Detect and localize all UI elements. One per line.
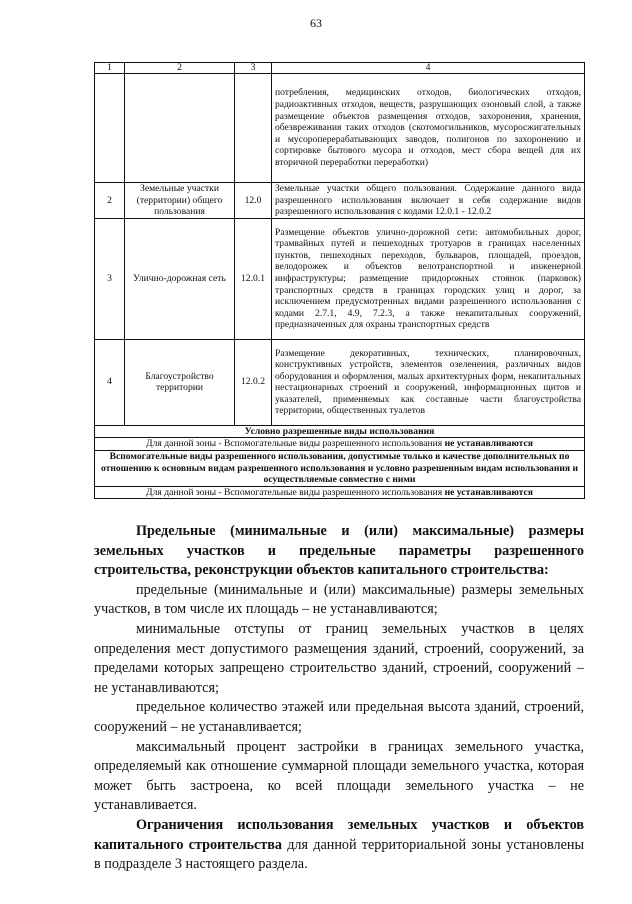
auxiliary-note-text: Для данной зоны - Вспомогательные виды разрешенного использования	[146, 486, 445, 498]
conditional-uses-note-row	[95, 438, 585, 451]
row-name: Земельные участки (территории) общего пользования	[125, 183, 235, 219]
paragraph-setbacks: минимальные отступы от границ земельных участков в целях определения мест допустимого размещения зданий, строений, сооружений, за пределами которых запрещено строительство зданий, строений, сооружений – не устанавливаются;	[94, 620, 584, 696]
row-description: Земельные участки общего пользования. Содержание данного вида разрешенного использования включает в себя содержание видов разрешенного использования с кодами 12.0.1 - 12.0.2	[272, 183, 585, 219]
paragraph-coverage: максимальный процент застройки в границах земельного участка, определяемый как отношение суммарной площади земельного участка, которая может быть застроена, ко всей площади земельного участка – не устанавливается.	[94, 738, 584, 814]
auxiliary-note-bold: не устанавливаются	[444, 486, 533, 498]
row-name: Улично-дорожная сеть	[125, 218, 235, 339]
row-code: 12.0.1	[235, 218, 272, 339]
land-use-table	[94, 62, 585, 499]
row-description: Размещение декоративных, технических, планировочных, конструктивных устройств, элементов озеленения, различных видов оборудования и оформления, малых архитектурных форм, некапитальных нестационарных строений и сооружений, информационных щитов и указателей, применяемых как составные части благоустройства территории, общественных туалетов	[272, 339, 585, 425]
auxiliary-uses-note	[95, 486, 585, 499]
conditional-uses-note	[95, 438, 585, 451]
row-code: 12.0.2	[235, 339, 272, 425]
table-row	[95, 74, 585, 183]
header-col-3: 3	[235, 63, 272, 74]
restrictions-bold: Ограничения использования земельных участков и объектов капитального строительства	[94, 816, 584, 853]
row-number: 2	[95, 183, 125, 219]
paragraph-restrictions	[94, 816, 584, 875]
parameters-section	[94, 522, 584, 875]
conditional-uses-title: Условно разрешенные виды использования	[95, 425, 585, 438]
row-number	[95, 74, 125, 183]
row-code	[235, 74, 272, 183]
header-col-2: 2	[125, 63, 235, 74]
auxiliary-uses-note-row	[95, 486, 585, 499]
header-col-4: 4	[272, 63, 585, 74]
restrictions-text: для данной территориальной зоны установлены в подразделе 3 настоящего раздела.	[94, 836, 584, 873]
table-row	[95, 183, 585, 219]
auxiliary-uses-title: Вспомогательные виды разрешенного использования, допустимые только в качестве дополнительных по отношению к основным видам разрешенного использования и условно разрешенным видам использования и осуществляемые совместно с ними	[95, 450, 585, 486]
conditional-note-text: Для данной зоны - Вспомогательные виды разрешенного использования	[146, 438, 445, 450]
row-number: 3	[95, 218, 125, 339]
row-code: 12.0	[235, 183, 272, 219]
paragraph-floors: предельное количество этажей или предельная высота зданий, строений, сооружений – не устанавливается;	[94, 699, 584, 735]
row-number: 4	[95, 339, 125, 425]
row-description: потребления, медицинских отходов, биологических отходов, радиоактивных отходов, веществ, разрушающих озоновый слой, а также размещение объектов размещения отходов, захоронения, хранения, обезвреживания таких отходов (скотомогильников, мусоросжигательных и мусороперерабатывающих заводов, полигонов по захоронению и сортировке бытового мусора и отходов, мест сбора вещей для их вторичной переработки переработки)	[272, 74, 585, 183]
row-description: Размещение объектов улично-дорожной сети: автомобильных дорог, трамвайных путей и пешеходных тротуаров в границах населенных пунктов, пешеходных переходов, бульваров, площадей, проездов, велодорожек и объектов велотранспортной и инженерной инфраструктуры; размещение придорожных стоянок (парковок) транспортных средств в границах городских улиц и дорог, за исключением предусмотренных видами разрешенного использования с кодами 2.7.1, 4.9, 7.2.3, а также некапитальных сооружений, предназначенных для охраны транспортных средств	[272, 218, 585, 339]
table-row	[95, 218, 585, 339]
conditional-uses-title-row	[95, 425, 585, 438]
parameters-heading: Предельные (минимальные и (или) максимальные) размеры земельных участков и предельные параметры разрешенного строительства, реконструкции объектов капитального строительства:	[94, 523, 584, 579]
table-header-row	[95, 63, 585, 74]
row-name: Благоустройство территории	[125, 339, 235, 425]
table-row	[95, 339, 585, 425]
auxiliary-uses-title-row	[95, 450, 585, 486]
paragraph-plot-sizes: предельные (минимальные и (или) максимальные) размеры земельных участков, в том числе их площадь – не устанавливаются;	[94, 581, 584, 618]
row-name	[125, 74, 235, 183]
header-col-1: 1	[95, 63, 125, 74]
conditional-note-bold: не устанавливаются	[444, 438, 533, 450]
page-number: 63	[310, 16, 322, 30]
